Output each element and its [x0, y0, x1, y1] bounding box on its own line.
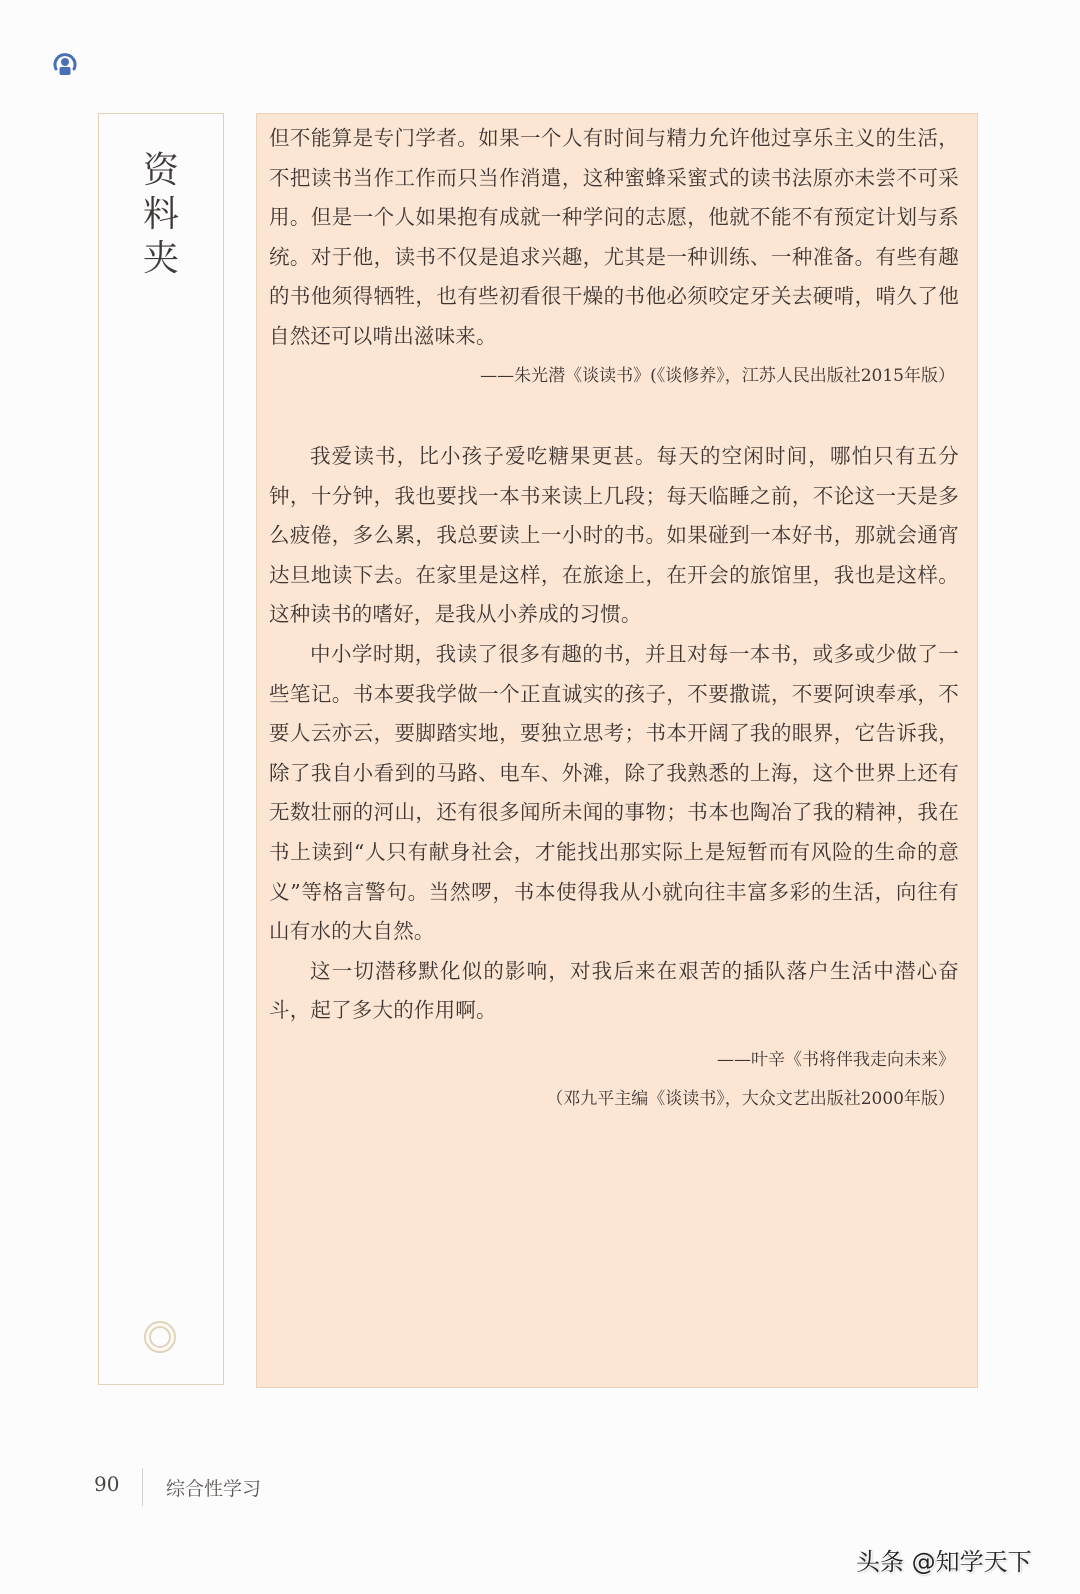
- watermark: 头条 @知学天下: [856, 1548, 1032, 1576]
- excerpt-ye-xin: [269, 437, 959, 1031]
- footer-divider: [142, 1468, 143, 1506]
- section-name: 综合性学习: [166, 1478, 262, 1500]
- excerpt-paragraph: 中小学时期，我读了很多有趣的书，并且对每一本书，或多或少做了一些笔记。书本要我学做一个正直诚实的孩子，不要撒谎，不要阿谀奉承，不要人云亦云，要脚踏实地，要独立思考；书本开阔了我的眼界，它告诉我，除了我自小看到的马路、电车、外滩，除了我熟悉的上海，这个世界上还有无数壮丽的河山，还有很多闻所未闻的事物；书本也陶冶了我的精神，我在书上读到“人只有献身社会，才能找出那实际上是短暂而有风险的生命的意义”等格言警句。当然啰，书本使得我从小就向往丰富多彩的生活，向往有山有水的大自然。: [269, 641, 959, 944]
- resource-folder-sidebar: [98, 113, 224, 1385]
- excerpt-source: ——朱光潜《谈读书》(《谈修养》，江苏人民出版社2015年版）: [480, 366, 955, 386]
- user-avatar-icon: [52, 51, 78, 77]
- excerpt-source-publication: （邓九平主编《谈读书》，大众文艺出版社2000年版）: [546, 1089, 955, 1109]
- page-number: 90: [94, 1472, 120, 1496]
- excerpt-zhu-guangqian: [269, 119, 959, 357]
- reading-material-box: [256, 113, 978, 1388]
- excerpt-paragraph: 我爱读书，比小孩子爱吃糖果更甚。每天的空闲时间，哪怕只有五分钟，十分钟，我也要找一本书来读上几段；每天临睡之前，不论这一天是多么疲倦，多么累，我总要读上一小时的书。如果碰到一本好书，那就会通宵达旦地读下去。在家里是这样，在旅途上，在开会的旅馆里，我也是这样。这种读书的嗜好，是我从小养成的习惯。: [269, 444, 959, 627]
- sidebar-title-char: 夹: [142, 238, 179, 279]
- sidebar-title-char: 资: [142, 150, 179, 191]
- excerpt-paragraph: 但不能算是专门学者。如果一个人有时间与精力允许他过享乐主义的生活，不把读书当作工作而只当作消遣，这种蜜蜂采蜜式的读书法原亦未尝不可采用。但是一个人如果抱有成就一种学问的志愿，他就不能不有预定计划与系统。对于他，读书不仅是追求兴趣，尤其是一种训练、一种准备。有些有趣的书他须得牺牲，也有些初看很干燥的书他必须咬定牙关去硬啃，啃久了他自然还可以啃出滋味来。: [269, 126, 959, 348]
- double-ring-icon: [143, 1320, 177, 1354]
- sidebar-title: [99, 149, 223, 281]
- excerpt-paragraph: 这一切潜移默化似的影响，对我后来在艰苦的插队落户生活中潜心奋斗，起了多大的作用啊。: [269, 958, 959, 1023]
- sidebar-title-char: 料: [142, 194, 179, 235]
- excerpt-source: ——叶辛《书将伴我走向未来》: [717, 1050, 955, 1070]
